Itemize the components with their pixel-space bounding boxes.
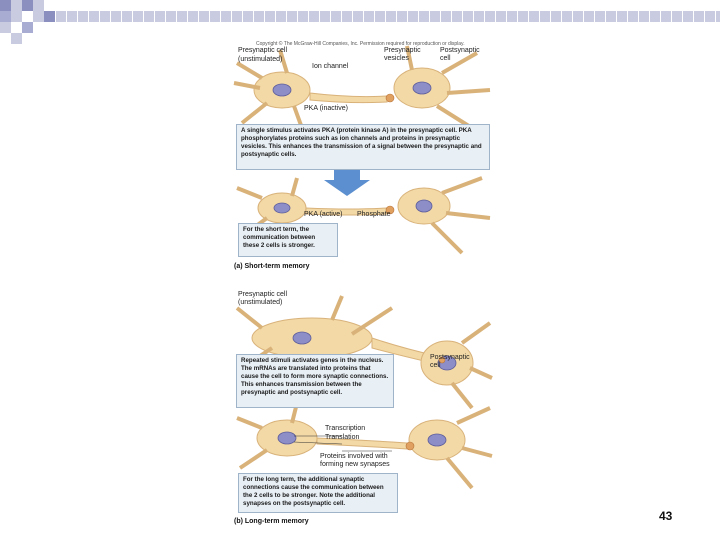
decor-square (22, 0, 33, 11)
transcription-label: Transcription (325, 425, 366, 432)
long-term-step2-box: For the long term, the additional synaptic connections cause the communication between the 2 cells to be stronger. Note the additional synapses on the postsynaptic cell. (238, 473, 398, 513)
decor-square (11, 33, 22, 44)
decor-square (44, 11, 55, 22)
postsynaptic-cell-label-b: Postsynaptic cell (430, 354, 470, 369)
long-term-caption: (b) Long-term memory (234, 518, 309, 525)
decor-square (22, 22, 33, 33)
pka-active-label: PKA (active) (304, 211, 343, 218)
short-term-caption: (a) Short-term memory (234, 263, 310, 270)
long-term-step1-box: Repeated stimuli activates genes in the nucleus. The mRNAs are translated into proteins that cause the cell to form more synaptic connections. This enhances transmission between the presynaptic and postsynaptic cell. (236, 354, 394, 408)
decor-strip (56, 11, 720, 22)
presynaptic-cell-label: Presynaptic cell (238, 47, 288, 54)
pka-inactive-label: PKA (inactive) (304, 105, 348, 112)
decor-square (0, 11, 11, 22)
ion-channel-label: Ion channel (312, 63, 349, 70)
presynaptic-cell-label-b: Presynaptic cell (238, 291, 288, 298)
decor-square (11, 0, 22, 11)
decor-square (33, 11, 44, 22)
copyright-notice: Copyright © The McGraw-Hill Companies, Inc. Permission required for reproduction or display. (256, 41, 465, 47)
decor-square (0, 22, 11, 33)
short-term-step2-box: For the short term, the communication between these 2 cells is stronger. (238, 223, 338, 257)
proteins-label: Proteins involved with forming new synapses (320, 453, 390, 468)
page-number: 43 (659, 509, 673, 523)
short-term-step1-box: A single stimulus activates PKA (protein kinase A) in the presynaptic cell. PKA phosphorylates proteins such as ion channels and proteins in presynaptic vesicles. This enhances the transmission of a signal between the presynaptic and postsynaptic cells. (236, 124, 490, 170)
presynaptic-cell-sublabel-b: (unstimulated) (238, 299, 283, 306)
presynaptic-vesicles-label: Presynaptic vesicles (384, 47, 421, 62)
decor-square (33, 0, 44, 11)
presynaptic-cell-sublabel: (unstimulated) (238, 56, 283, 63)
decor-square (11, 11, 22, 22)
decor-square (0, 0, 11, 11)
postsynaptic-cell-label-a: Postsynaptic cell (440, 47, 480, 62)
translation-label: Translation (325, 434, 360, 441)
memory-figure (232, 38, 494, 530)
phosphate-label: Phosphate (357, 211, 391, 218)
